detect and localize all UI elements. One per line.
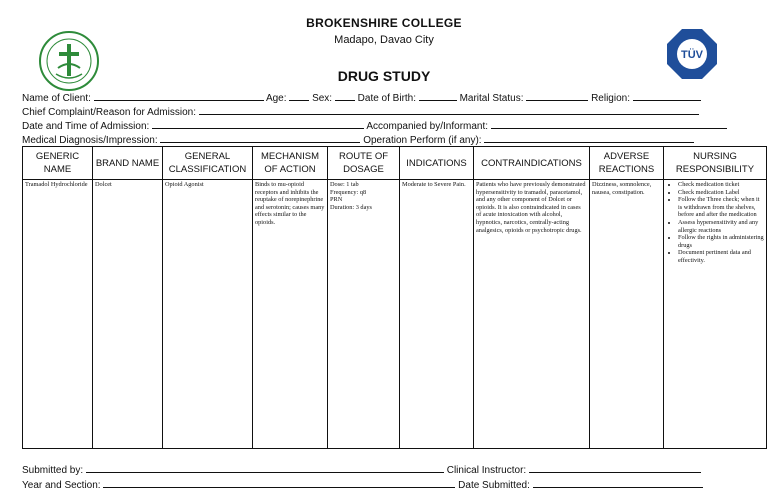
- sex-field[interactable]: [335, 90, 355, 101]
- submitted-by-field[interactable]: [86, 462, 444, 473]
- header-route-of-dosage: ROUTE OF DOSAGE: [328, 147, 400, 180]
- list-item: • Check medication ticket: [678, 181, 764, 189]
- name-of-client-label: Name of Client:: [22, 93, 91, 104]
- cell-contraindications: Patients who have previously demonstrated hypersensitivity to tramadol, paracetamol, and any other component of Dolcet or opioids. It is also contraindicated in cases of acute intoxication with alcohol, hypnotics, narcotics, centrally-acting analgesics, opioids or psychotropic drugs.: [474, 180, 590, 449]
- table-row: [23, 180, 767, 449]
- operation-perform-label: Operation Perform (if any):: [363, 135, 482, 146]
- college-name: BROKENSHIRE COLLEGE: [306, 16, 462, 30]
- chief-complaint-line: [22, 104, 699, 118]
- admission-line: [22, 118, 727, 132]
- drug-study-table: [22, 146, 767, 449]
- accompanied-by-field[interactable]: [491, 118, 727, 129]
- accompanied-by-label: Accompanied by/Informant:: [366, 121, 489, 132]
- date-time-admission-field[interactable]: [152, 118, 364, 129]
- route-dose: Dose: 1 tab: [330, 181, 359, 188]
- medical-diagnosis-field[interactable]: [160, 132, 360, 143]
- header-mechanism-of-action: MECHANISM OF ACTION: [253, 147, 328, 180]
- date-submitted-field[interactable]: [533, 477, 703, 488]
- cell-route: [328, 180, 400, 449]
- submitted-by-line: [22, 462, 701, 476]
- chief-complaint-label: Chief Complaint/Reason for Admission:: [22, 107, 196, 118]
- route-duration: Duration: 3 days: [330, 203, 372, 211]
- submitted-by-label: Submitted by:: [22, 465, 84, 476]
- cell-adverse-reactions: Dizziness, somnolence, nausea, constipation.: [590, 180, 664, 449]
- document-title: DRUG STUDY: [337, 68, 431, 84]
- clinical-instructor-field[interactable]: [529, 462, 701, 473]
- marital-status-field[interactable]: [526, 90, 588, 101]
- cell-mechanism: Binds to mu-opioid receptors and inhibits the reuptake of norepinephrine and serotonin; causes many effects similar to the opioids.: [253, 180, 328, 449]
- cell-classification: Opioid Agonist: [163, 180, 253, 449]
- diagnosis-line: [22, 132, 694, 146]
- cell-nursing-responsibility: [664, 180, 767, 449]
- year-section-field[interactable]: [103, 477, 455, 488]
- chief-complaint-field[interactable]: [199, 104, 699, 115]
- list-item: • Follow the Three check; when it is withdrawn from the shelves, before and after the medication: [678, 196, 764, 219]
- date-of-birth-field[interactable]: [419, 90, 457, 101]
- cell-brand-name: Dolcet: [93, 180, 163, 449]
- date-of-birth-label: Date of Birth:: [357, 93, 417, 104]
- religion-label: Religion:: [591, 93, 630, 104]
- header-indications: INDICATIONS: [400, 147, 474, 180]
- age-label: Age:: [265, 93, 287, 104]
- list-item: • Check medication Label: [678, 189, 764, 197]
- route-prn: PRN: [330, 196, 343, 204]
- header-brand-name: BRAND NAME: [93, 147, 163, 180]
- header-general-classification: GENERAL CLASSIFICATION: [163, 147, 253, 180]
- nursing-list: [666, 181, 764, 265]
- header-adverse-reactions: ADVERSE REACTIONS: [590, 147, 664, 180]
- age-field[interactable]: [289, 90, 309, 101]
- year-section-line: [22, 477, 703, 491]
- sex-label: Sex:: [312, 93, 333, 104]
- header-contraindications: CONTRAINDICATIONS: [474, 147, 590, 180]
- tuv-logo-text: TÜV: [681, 49, 703, 61]
- header-generic-name: GENERIC NAME: [23, 147, 93, 180]
- route-frequency: Frequency: q8: [330, 188, 367, 196]
- clinical-instructor-label: Clinical Instructor:: [446, 465, 527, 476]
- year-section-label: Year and Section:: [22, 480, 101, 491]
- date-time-admission-label: Date and Time of Admission:: [22, 121, 150, 132]
- operation-perform-field[interactable]: [484, 132, 694, 143]
- table-header-row: [23, 147, 767, 180]
- name-of-client-field[interactable]: [94, 90, 264, 101]
- cell-generic-name: Tramadol Hydrochloride: [23, 180, 93, 449]
- religion-field[interactable]: [633, 90, 701, 101]
- date-submitted-label: Date Submitted:: [458, 480, 530, 491]
- marital-status-label: Marital Status:: [459, 93, 524, 104]
- cell-indications: Moderate to Severe Pain.: [400, 180, 474, 449]
- client-info-line: [22, 90, 701, 104]
- list-item: • Follow the rights in administering drugs: [678, 234, 764, 249]
- college-location: Madapo, Davao City: [334, 34, 434, 46]
- medical-diagnosis-label: Medical Diagnosis/Impression:: [22, 135, 158, 146]
- list-item: • Document pertinent data and effectivity.: [678, 249, 764, 264]
- list-item: • Assess hypersensitivity and any allergic reactions: [678, 219, 764, 234]
- header-nursing-responsibility: NURSING RESPONSIBILITY: [664, 147, 767, 180]
